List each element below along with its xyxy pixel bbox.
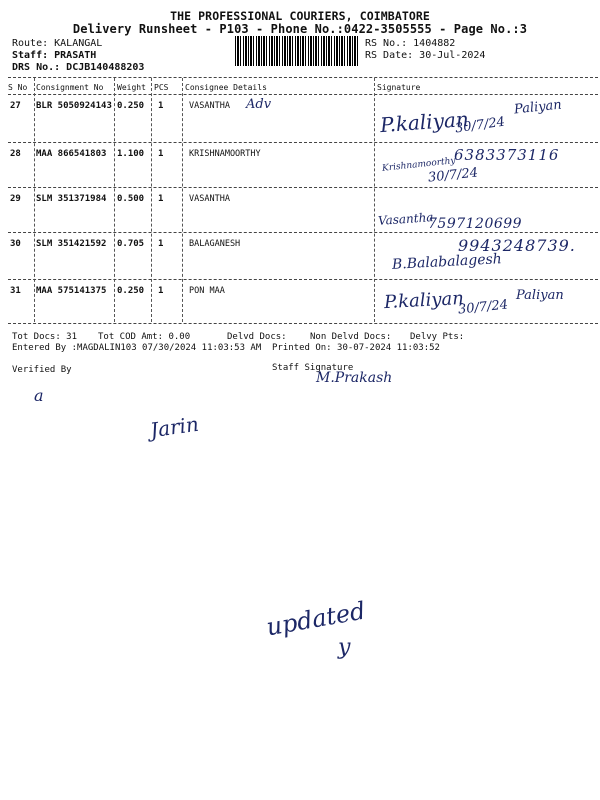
signature-date: 30/7/24: [457, 297, 509, 318]
row-consignment: SLM 351371984: [36, 194, 107, 204]
row-pcs: 1: [158, 149, 164, 159]
signature: B.Balabalagesh: [391, 251, 503, 273]
verifier-mark: a: [34, 386, 44, 405]
total-docs: Tot Docs: 31: [12, 332, 78, 342]
verifier-signature: Jarin: [148, 411, 201, 443]
signature: Vasantha: [377, 210, 434, 228]
row-consignee: PON MAA: [189, 286, 225, 296]
col-consignee: Consignee Details: [185, 83, 267, 92]
row-sno: 31: [10, 286, 21, 296]
signature: P.kaliyan: [383, 287, 465, 314]
row-divider: [8, 279, 598, 280]
row-sno: 28: [10, 149, 21, 159]
updated-mark: y: [338, 635, 351, 660]
row-consignee: BALAGANESH: [189, 239, 241, 249]
col-pcs: PCS: [154, 83, 169, 92]
row-weight: 0.250: [117, 286, 145, 296]
table-header-rule: [8, 94, 598, 95]
row-sno: 29: [10, 194, 21, 204]
handwritten-phone: 7597120699: [428, 216, 523, 232]
rs-date: RS Date: 30-Jul-2024: [365, 50, 486, 61]
row-consignee: VASANTHA: [189, 101, 230, 111]
col-divider: [182, 78, 183, 322]
runsheet-title: Delivery Runsheet - P103 - Phone No.:0422-3505555 - Page No.:3: [72, 22, 528, 36]
staff-signature-label: Staff Signature: [272, 363, 354, 373]
row-divider: [8, 142, 598, 143]
barcode-image: [235, 36, 358, 66]
row-pcs: 1: [158, 286, 164, 296]
row-consignment: SLM 351421592: [36, 239, 107, 249]
row-weight: 0.500: [117, 194, 145, 204]
row-weight: 0.250: [117, 101, 145, 111]
delivery-points: Delvy Pts:: [410, 332, 465, 342]
signature-extra: Paliyan: [513, 97, 563, 118]
row-sno: 30: [10, 239, 21, 249]
table-bottom-rule: [8, 323, 598, 324]
handwritten-phone: 9943248739.: [458, 236, 576, 255]
col-weight: Weight: [117, 83, 146, 92]
col-sno: S No: [8, 83, 28, 92]
row-consignment: MAA 866541803: [36, 149, 107, 159]
signature-date: 30/7/24: [427, 165, 479, 186]
printed-on: Printed On: 30-07-2024 11:03:52: [272, 343, 440, 353]
signature: Krishnamoorthy: [381, 156, 456, 174]
company-name: THE PROFESSIONAL COURIERS, COIMBATORE: [170, 9, 430, 23]
col-consignment: Consignment No: [36, 83, 104, 92]
col-divider: [34, 78, 35, 322]
col-divider: [374, 78, 375, 322]
staff-signature: M.Prakash: [316, 370, 393, 386]
col-divider: [114, 78, 115, 322]
total-cod: Tot COD Amt: 0.00: [98, 332, 191, 342]
signature: P.kaliyan: [379, 106, 470, 138]
handwritten-phone: 6383373116: [454, 146, 560, 164]
rs-number: RS No.: 1404882: [365, 38, 456, 49]
drs-number: DRS No.: DCJB140488203: [12, 62, 145, 73]
route-label: Route: KALANGAL: [12, 38, 103, 49]
delivered-docs: Delvd Docs:: [227, 332, 287, 342]
row-weight: 1.100: [117, 149, 145, 159]
row-consignee: VASANTHA: [189, 194, 230, 204]
row-consignment: MAA 575141375: [36, 286, 107, 296]
col-signature: Signature: [377, 83, 421, 92]
row-pcs: 1: [158, 239, 164, 249]
updated-note: updated: [264, 596, 368, 642]
staff-label: Staff: PRASATH: [12, 50, 97, 61]
row-sno: 27: [10, 101, 21, 111]
row-divider: [8, 187, 598, 188]
row-pcs: 1: [158, 194, 164, 204]
entered-by: Entered By :MAGDALIN103 07/30/2024 11:03:53 AM: [12, 343, 262, 353]
row-consignee: KRISHNAMOORTHY: [189, 149, 261, 159]
signature-date: 30/7/24: [454, 114, 506, 137]
row-divider: [8, 232, 598, 233]
signature-extra: Paliyan: [516, 288, 564, 303]
row-consignment: BLR 5050924143: [36, 101, 112, 111]
table-top-rule: [8, 77, 598, 78]
col-divider: [151, 78, 152, 322]
row-pcs: 1: [158, 101, 164, 111]
handwritten-note: Adv: [246, 97, 272, 112]
non-delivered-docs: Non Delvd Docs:: [310, 332, 392, 342]
verified-by-label: Verified By: [12, 365, 72, 375]
row-weight: 0.705: [117, 239, 145, 249]
